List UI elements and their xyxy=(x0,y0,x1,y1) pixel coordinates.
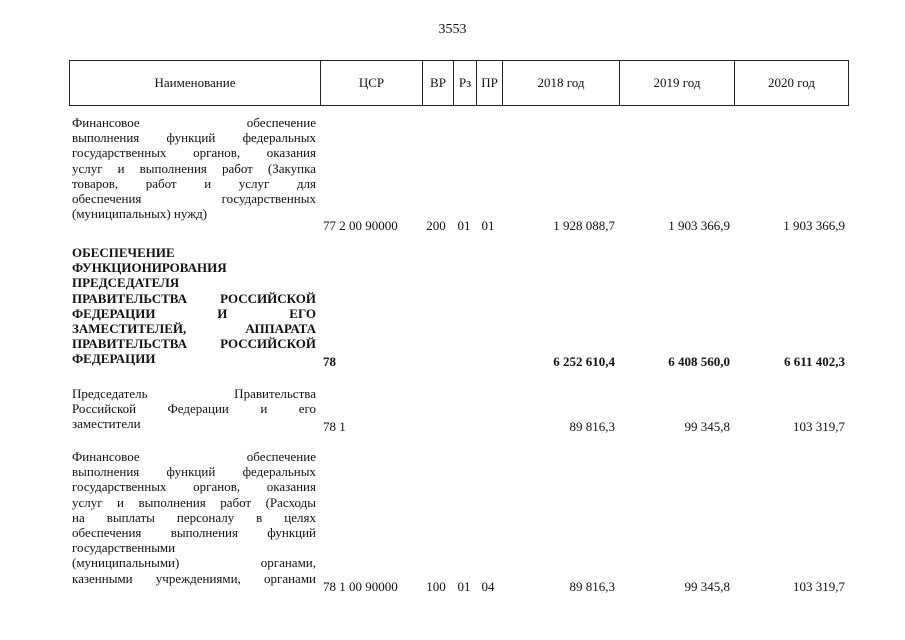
row-name-line: заместители xyxy=(72,416,141,432)
row-2019: 99 345,8 xyxy=(684,419,730,434)
row-name-line: ПРАВИТЕЛЬСТВА РОССИЙСКОЙ xyxy=(72,290,316,306)
row-vr: 100 xyxy=(426,579,446,594)
row-name xyxy=(72,386,316,432)
row-name-line: (муниципальными) органами, xyxy=(72,555,316,571)
row-name xyxy=(72,115,316,221)
row-2018: 1 928 088,7 xyxy=(553,218,615,233)
row-name xyxy=(72,245,316,367)
row-name-line: выполнения функций федеральных xyxy=(72,464,316,480)
row-rz: 01 xyxy=(457,218,471,233)
header-vr: ВР xyxy=(422,61,453,105)
row-name-line: ЗАМЕСТИТЕЛЕЙ, АППАРАТА xyxy=(72,321,316,337)
row-vr: 200 xyxy=(426,218,446,233)
header-2019: 2019 год xyxy=(619,61,734,105)
row-2019: 99 345,8 xyxy=(684,579,730,594)
row-name-line: ФУНКЦИОНИРОВАНИЯ xyxy=(72,260,227,276)
row-pr: 04 xyxy=(481,579,495,594)
header-2018: 2018 год xyxy=(502,61,619,105)
row-name-line: на выплаты персоналу в целях xyxy=(72,509,316,525)
header-csr: ЦСР xyxy=(320,61,422,105)
row-name-line: Финансовое обеспечение xyxy=(72,449,316,464)
row-csr: 78 1 00 90000 xyxy=(323,579,398,594)
row-rz: 01 xyxy=(457,579,471,594)
row-name-line: государственных органов, оказания xyxy=(72,479,316,495)
row-name-line: ПРАВИТЕЛЬСТВА РОССИЙСКОЙ xyxy=(72,336,316,352)
row-name-line: товаров, работ и услуг для xyxy=(72,175,316,191)
row-name-line: казенными учреждениями, органами xyxy=(72,570,316,586)
row-2020: 1 903 366,9 xyxy=(783,218,845,233)
header-rz: Рз xyxy=(453,61,476,105)
row-2020: 103 319,7 xyxy=(793,579,845,594)
row-name-line: государственными xyxy=(72,540,176,556)
row-name-line: Российской Федерации и его xyxy=(72,401,316,417)
page-number: 3553 xyxy=(438,22,467,37)
header-pr: ПР xyxy=(476,61,502,105)
row-csr: 78 1 xyxy=(323,419,346,434)
row-name-line: (муниципальных) нужд) xyxy=(72,206,208,222)
row-name-line: ПРЕДСЕДАТЕЛЯ xyxy=(72,275,180,291)
row-2020: 6 611 402,3 xyxy=(783,354,845,369)
table-header xyxy=(69,60,849,106)
row-name-line: услуг и выполнения работ (Расходы xyxy=(72,494,316,510)
row-name-line: Финансовое обеспечение xyxy=(72,115,316,130)
row-name-line: Председатель Правительства xyxy=(72,386,316,401)
row-name-line: государственных органов, оказания xyxy=(72,145,316,161)
row-name-line: ОБЕСПЕЧЕНИЕ xyxy=(72,245,175,260)
row-name-line: обеспечения государственных xyxy=(72,191,316,207)
row-2018: 89 816,3 xyxy=(569,579,615,594)
header-name: Наименование xyxy=(154,75,236,90)
row-csr: 77 2 00 90000 xyxy=(323,218,398,233)
row-2019: 6 408 560,0 xyxy=(668,354,730,369)
row-name-line: услуг и выполнения работ (Закупка xyxy=(72,160,316,176)
row-name-line: выполнения функций федеральных xyxy=(72,130,316,146)
row-2018: 6 252 610,4 xyxy=(553,354,615,369)
row-2019: 1 903 366,9 xyxy=(668,218,730,233)
row-pr: 01 xyxy=(481,218,495,233)
row-name-line: ФЕДЕРАЦИИ xyxy=(72,351,156,367)
row-name xyxy=(72,449,316,586)
row-2018: 89 816,3 xyxy=(569,419,615,434)
header-2020: 2020 год xyxy=(734,61,848,105)
row-2020: 103 319,7 xyxy=(793,419,845,434)
row-name-line: обеспечения выполнения функций xyxy=(72,525,316,541)
row-csr: 78 xyxy=(323,354,336,369)
row-name-line: ФЕДЕРАЦИИ И ЕГО xyxy=(72,305,316,321)
